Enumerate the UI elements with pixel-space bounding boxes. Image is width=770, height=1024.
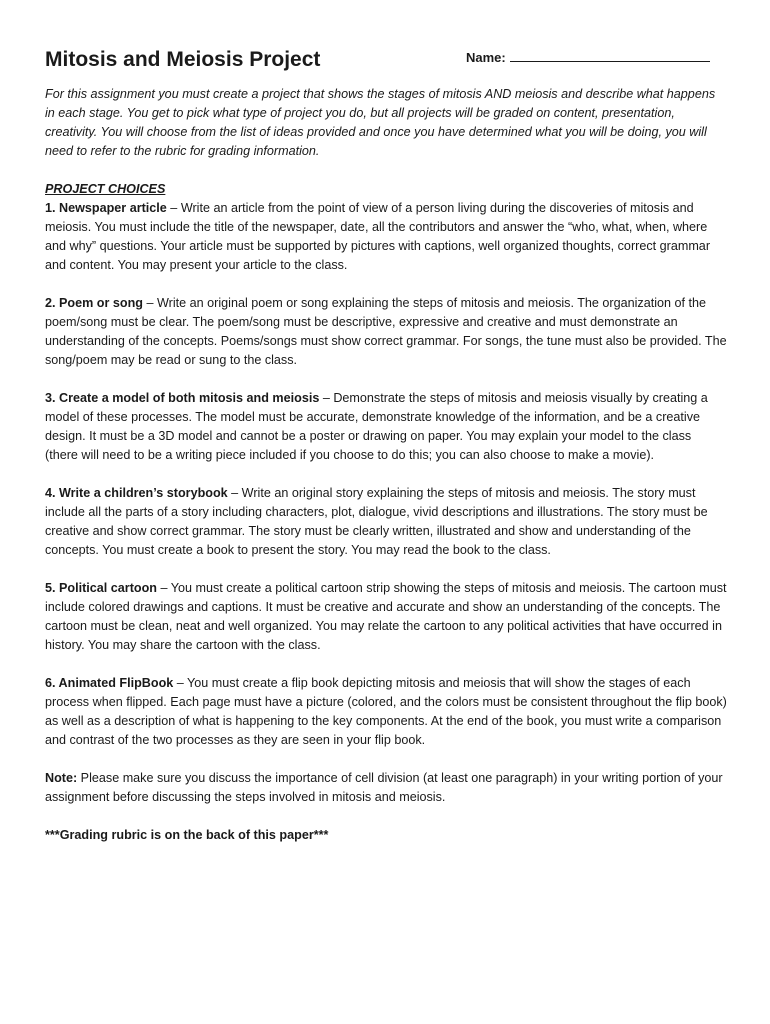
- intro-paragraph: For this assignment you must create a project that shows the stages of mitosis AND meiosis and describe what happens in each stage. You get to pick what type of project you do, but all projects will be graded on content, presentation, creativity. You will choose from the list of ideas provided and once you have determined what you will be doing, you will need to refer to the rubric for grading information.: [45, 87, 716, 158]
- choice-title: 2. Poem or song: [45, 296, 143, 310]
- choice-newspaper-article: [45, 199, 727, 275]
- name-label: Name:: [466, 50, 506, 65]
- choice-animated-flipbook: [45, 674, 727, 750]
- note-label: Note:: [45, 771, 78, 785]
- document-body: [45, 85, 727, 845]
- project-choices-heading: PROJECT CHOICES: [45, 182, 166, 196]
- choice-title: 5. Political cartoon: [45, 581, 157, 595]
- choice-description: – You must create a political cartoon strip showing the steps of mitosis and meiosis. The cartoon must include colored drawings and captions. It must be creative and accurate and show an understanding of the concepts. The cartoon must be clean, neat and well organized. You may relate the cartoon to any political activities that have occurred in history. You may share the cartoon with the class.: [45, 581, 727, 652]
- choice-title: 3. Create a model of both mitosis and meiosis: [45, 391, 320, 405]
- choice-model: [45, 389, 727, 465]
- note-text: Please make sure you discuss the importance of cell division (at least one paragraph) in your writing portion of your assignment before discussing the steps involved in mitosis and meiosis.: [45, 771, 723, 804]
- choice-title: 1. Newspaper article: [45, 201, 167, 215]
- name-field: [466, 48, 710, 65]
- note-paragraph: [45, 769, 727, 807]
- choice-title: 4. Write a children’s storybook: [45, 486, 228, 500]
- choice-poem-or-song: [45, 294, 727, 370]
- choice-description: – Write an article from the point of view of a person living during the discoveries of mitosis and meiosis. You must include the title of the newspaper, date, all the contributors and answer the “who, what, when, where and why” questions. Your article must be supported by pictures with captions, well organized thoughts, correct grammar and content. You may present your article to the class.: [45, 201, 711, 272]
- choice-title: 6. Animated FlipBook: [45, 676, 174, 690]
- choice-political-cartoon: [45, 579, 727, 655]
- name-blank-line: [510, 48, 710, 62]
- grading-rubric-note: ***Grading rubric is on the back of this paper***: [45, 828, 329, 842]
- choice-description: – You must create a flip book depicting mitosis and meiosis that will show the stages of each process when flipped. Each page must have a picture (colored, and the colors must be consistent throughout the flip book) as well as a description of what is happening to the key components. At the end of the book, you must write a comparison and contrast of the two processes as they are seen in your flip book.: [45, 676, 727, 747]
- choice-description: – Write an original poem or song explaining the steps of mitosis and meiosis. The organization of the poem/song must be clear. The poem/song must be descriptive, expressive and creative and must demonstrate an understanding of the concepts. Poems/songs must show correct grammar. For songs, the tune must also be provided. The song/poem may be read or sung to the class.: [45, 296, 727, 367]
- page-title: Mitosis and Meiosis Project: [45, 48, 321, 71]
- choice-description: – Write an original story explaining the steps of mitosis and meiosis. The story must include all the parts of a story including characters, plot, dialogue, vivid descriptions and illustrations. The story must be creative and show correct grammar. The story must be clearly written, illustrated and show and understanding of the concepts. You must create a book to present the story. You may read the book to the class.: [45, 486, 708, 557]
- header: [45, 48, 735, 82]
- choice-description: – Demonstrate the steps of mitosis and meiosis visually by creating a model of these processes. The model must be accurate, demonstrate knowledge of the information, and be a creative design. It must be a 3D model and cannot be a poster or drawing on paper. You may explain your model to the class (there will need to be a writing piece included if you choose to do this; you can also choose to make a movie).: [45, 391, 708, 462]
- choice-childrens-storybook: [45, 484, 727, 560]
